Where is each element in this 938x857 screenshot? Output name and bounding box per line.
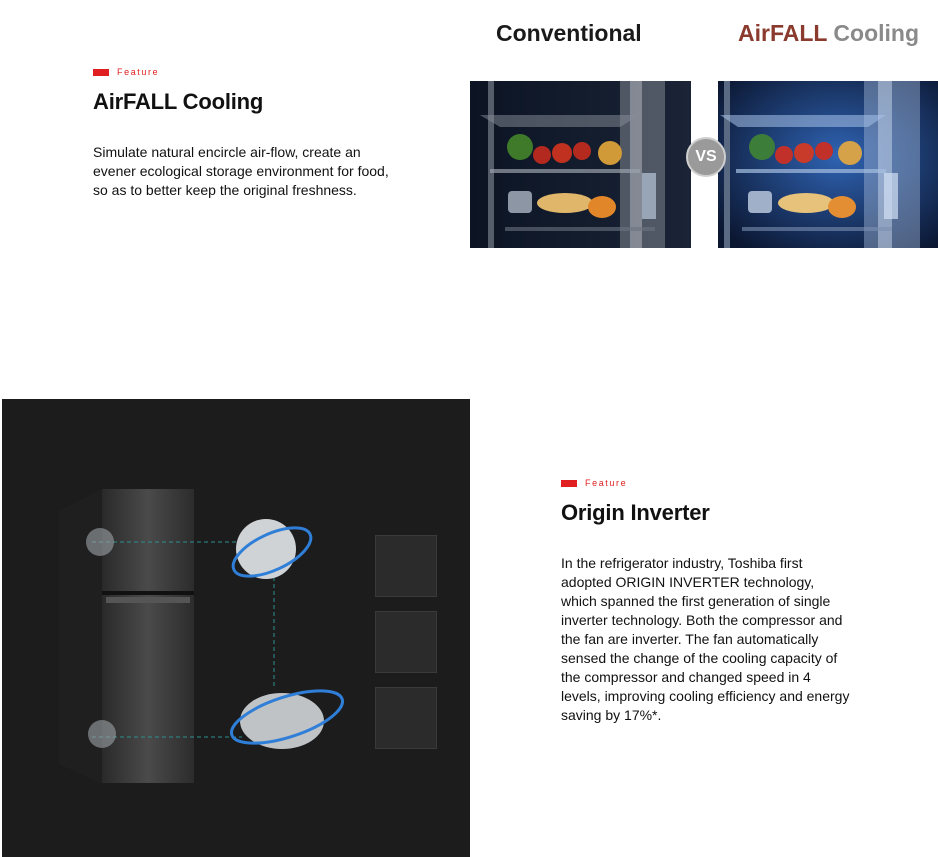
feature-tag-inverter: [561, 478, 627, 488]
airfall-label: [738, 20, 919, 47]
airfall-fridge-image: [718, 81, 938, 248]
airfall-description: Simulate natural encircle air-flow, create an evener ecological storage environment for food, so as to better keep the original freshness.: [93, 144, 389, 198]
tag-label: Feature: [117, 67, 160, 77]
tag-label: Feature: [585, 478, 628, 488]
conventional-label: Conventional: [496, 20, 642, 46]
part-icon-3: [375, 687, 437, 749]
inverter-description: In the refrigerator industry, Toshiba first adopted ORIGIN INVERTER technology, which spanned the first generation of single inverter technology. Both the compressor and the fan are inverter. The fan automatically sensed the change of the cooling capacity of the compressor and changed speed in 4 levels, improving cooling efficiency and energy saving by 17%*.: [561, 555, 850, 723]
vs-badge: VS: [686, 137, 726, 177]
airfall-label-part1: AirFALL: [738, 20, 828, 46]
part-icon-1: [375, 535, 437, 597]
feature-tag-airfall: [93, 67, 159, 77]
airfall-label-part2: Cooling: [833, 20, 920, 46]
tag-marker: [93, 69, 109, 76]
airfall-title: AirFALL Cooling: [93, 89, 264, 114]
inverter-title: Origin Inverter: [561, 500, 710, 525]
conventional-fridge-image: [470, 81, 691, 248]
part-icon-2: [375, 611, 437, 673]
origin-inverter-image: [2, 399, 470, 857]
tag-marker: [561, 480, 577, 487]
